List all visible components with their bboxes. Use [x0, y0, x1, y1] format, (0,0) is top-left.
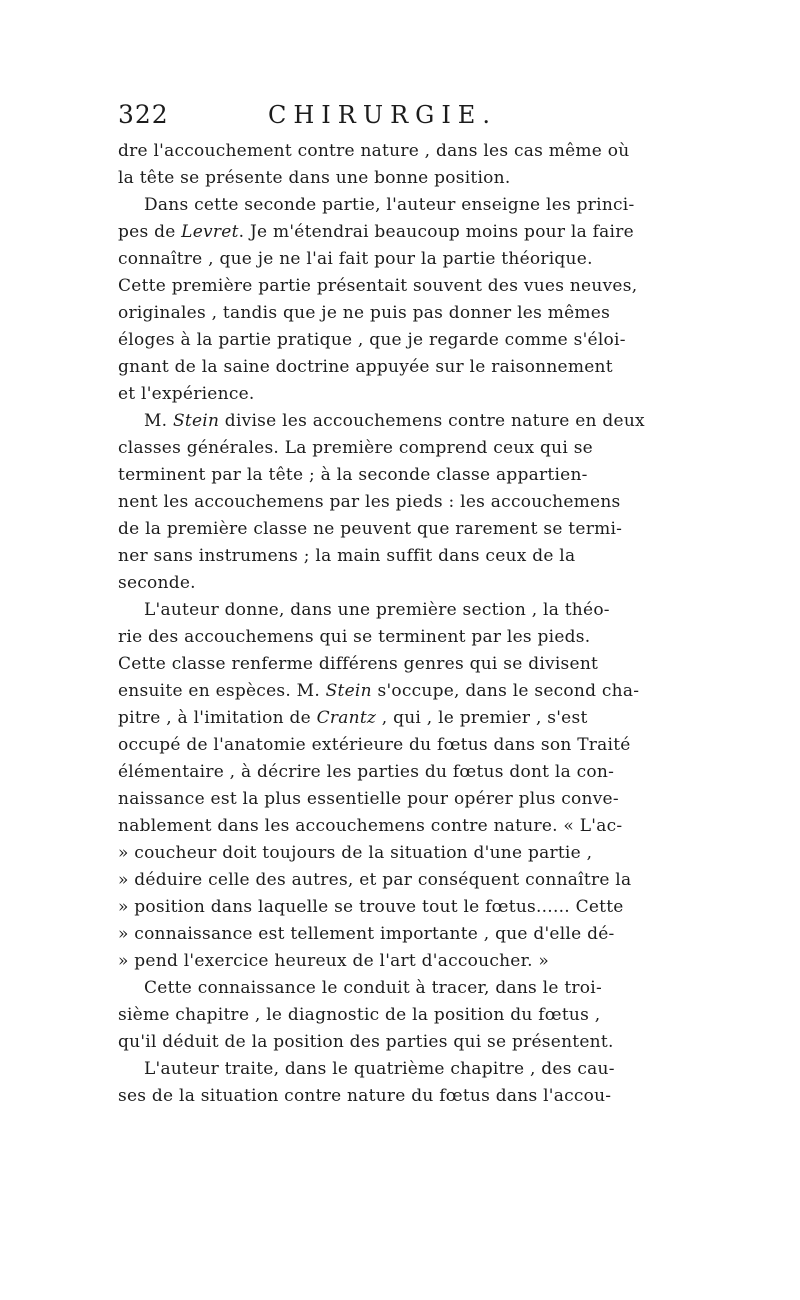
- text-line: éloges à la partie pratique , que je regarde comme s'éloi-: [118, 330, 626, 350]
- text-line: Cette connaissance le conduit à tracer, dans le troi-: [144, 978, 602, 998]
- text-line: Dans cette seconde partie, l'auteur enseigne les princi-: [144, 195, 635, 215]
- text-line: dre l'accouchement contre nature , dans les cas même où: [118, 141, 630, 161]
- author-name-italic: Stein: [172, 411, 220, 431]
- quote-line: » déduire celle des autres, et par conséquent connaître la: [118, 870, 632, 890]
- text-line: la tête se présente dans une bonne position.: [118, 168, 511, 188]
- quote-line: » coucheur doit toujours de la situation d'une partie ,: [118, 843, 593, 863]
- author-name-italic: Stein: [325, 681, 372, 701]
- text-line: naissance est la plus essentielle pour opérer plus conve-: [118, 789, 619, 809]
- text-line: L'auteur traite, dans le quatrième chapitre , des cau-: [144, 1059, 615, 1079]
- quote-line: » pend l'exercice heureux de l'art d'accoucher. »: [118, 951, 550, 971]
- page-number: 322: [118, 100, 169, 129]
- text-line: ner sans instrumens ; la main suffit dans ceux de la: [118, 546, 576, 566]
- text-line: nablement dans les accouchemens contre nature. « L'ac-: [118, 816, 623, 836]
- text-line: sième chapitre , le diagnostic de la position du fœtus ,: [118, 1005, 601, 1025]
- text-line: pes de Levret. Je m'étendrai beaucoup moins pour la faire: [118, 222, 634, 242]
- text-line: ensuite en espèces. M. Stein s'occupe, dans le second cha-: [118, 681, 640, 701]
- text-line: connaître , que je ne l'ai fait pour la partie théorique.: [118, 249, 593, 269]
- text-line: originales , tandis que je ne puis pas donner les mêmes: [118, 303, 611, 323]
- author-name-italic: Crantz: [316, 708, 377, 728]
- text-line: L'auteur donne, dans une première section , la théo-: [144, 600, 610, 620]
- author-name-italic: Levret: [181, 222, 239, 242]
- quote-line: » position dans laquelle se trouve tout le fœtus...... Cette: [118, 897, 624, 917]
- body-text: [118, 138, 678, 1110]
- text-line: de la première classe ne peuvent que rarement se termi-: [118, 519, 623, 539]
- text-line: Cette première partie présentait souvent des vues neuves,: [118, 276, 638, 296]
- text-line: seconde.: [118, 573, 196, 593]
- text-line: et l'expérience.: [118, 384, 255, 404]
- text-line: classes générales. La première comprend ceux qui se: [118, 438, 593, 458]
- text-line: gnant de la saine doctrine appuyée sur le raisonnement: [118, 357, 613, 377]
- text-line: M. Stein divise les accouchemens contre nature en deux: [144, 411, 645, 431]
- text-line: nent les accouchemens par les pieds : les accouchemens: [118, 492, 621, 512]
- text-line: rie des accouchemens qui se terminent par les pieds.: [118, 627, 591, 647]
- running-head: CHIRURGIE.: [268, 101, 497, 129]
- text-line: ses de la situation contre nature du fœtus dans l'accou-: [118, 1086, 612, 1106]
- text-line: pitre , à l'imitation de Crantz , qui , le premier , s'est: [118, 708, 588, 728]
- text-line: Cette classe renferme différens genres qui se divisent: [118, 654, 599, 674]
- text-line: élémentaire , à décrire les parties du fœtus dont la con-: [118, 762, 615, 782]
- page-header: [118, 98, 678, 132]
- text-line: qu'il déduit de la position des parties qui se présentent.: [118, 1032, 614, 1052]
- text-line: occupé de l'anatomie extérieure du fœtus dans son Traité: [118, 735, 631, 755]
- text-line: terminent par la tête ; à la seconde classe appartien-: [118, 465, 588, 485]
- quote-line: » connaissance est tellement importante , que d'elle dé-: [118, 924, 615, 944]
